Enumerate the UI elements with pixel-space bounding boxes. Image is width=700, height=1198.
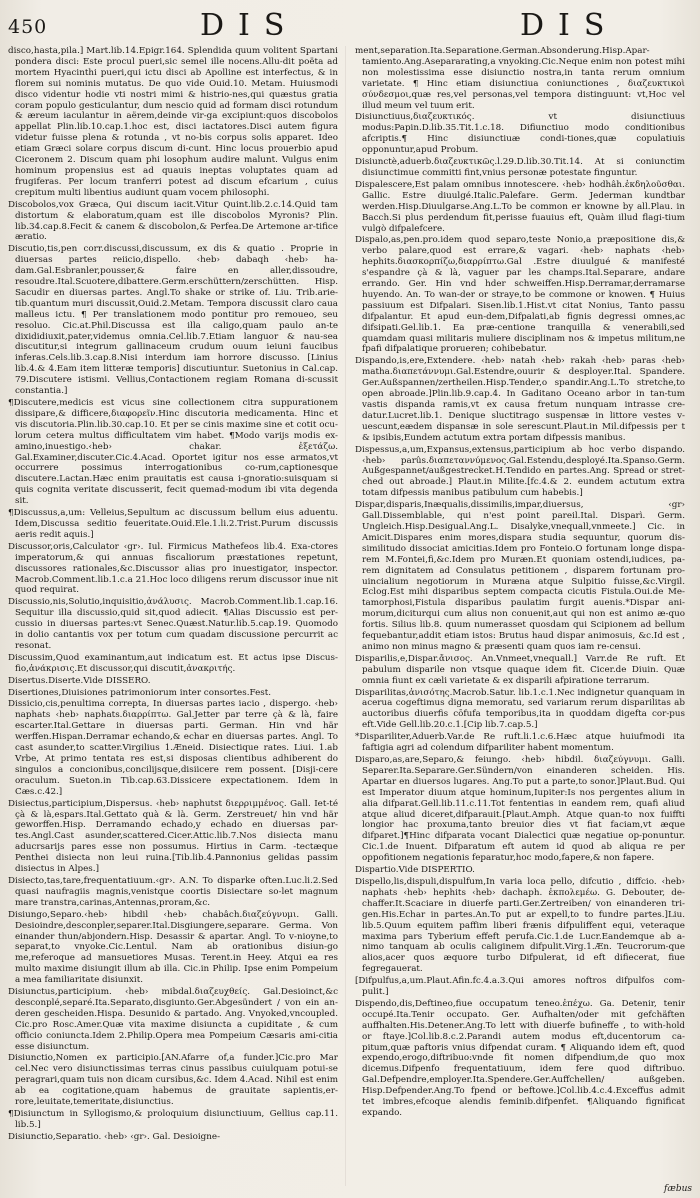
dictionary-entry: [Difpulfus,a,um.Plaut.Afin.fc.4.a.3.Qui amores noftros difpulfos com-pulit.] xyxy=(355,976,685,998)
dictionary-entry: Disiunctè,aduerb.διαζευκτικῶς.l.29.D.lib.30.Tit.14. At si coniunctim disiunctimue committi fint,vnius personæ potestate finguntur. xyxy=(355,157,685,178)
dictionary-entry: Disiectus,participium,Dispersus. ‹heb› naphutst διερριμμένος. Gall. Iet-té çà & là,espars.Ital.Gettato quà & là. Germ. Zerstreuet/ hin vnd här geworffen.Hisp. Derramando echado,y echado en diuersas par-tes.Angl.Cast asunder,scattered.Cicer.Attic.lib.7.Nos disiecta manu aducrsarijs pares esse non possumus. Hirtius in Carm. -tectæque Penthei disiecta non leui ruina.[Tib.lib.4.Pannonius gelidas passim disiectus in Alpes.] xyxy=(8,798,338,875)
dictionary-entry: Discussio,nis,Solutio,inquisitio,ἀνάλυσις. Macrob.Comment.lib.1.cap.16. Sequitur illa discussio,quid sit,quod adiecit. ¶Alias Discussio est per-cussio in diuersas partes:vt Senec.Quæst.Natur.lib.5.cap.19. Quomodo in dolio cantantis vox per totum cum quadam discussione percurrit ac resonat. xyxy=(8,597,338,651)
dictionary-entry: Disertiones,Diuisiones patrimoniorum inter consortes.Fest. xyxy=(8,687,272,698)
dictionary-entry: Dispello,lis,dispuli,dispulfum,In varia loca pello, difcutio , diffcio. ‹heb› naphats ‹heb› hephits ‹heb› dachaph. ἐκπολεμέω. G. Debouter, de-chaffer.It.Scaciare in diuerfe parti.Ger.Zertreiben/ von einanderen tri-gen.His.Echar in partes.An.To put ar expell,to to fundre partes.]Liu. lib.5.Quum equitem paffim liberi frænis difpuliffent equi, veteraque maxima pars Tyberium effeft perufa.Cic.1.de Lucr.Eandemque ab a-nimo tanquam ab oculis caliginem difpulit.Virg.1.Æn. Teucrorum-que alios,acer quos æquore turbo Difpulerat, id eft difiecerat, fiue fegregauerat. xyxy=(355,876,685,975)
dictionary-entry: ment,separation.Ita.Separatione.German.Absonderung.Hisp.Apar-tamiento.Ang.Asepararating,a vnyoking.Cic.Neque enim non potest mihi non molestissima esse disiunctio nostra,in tanta rerum omnium varietate. ¶ Hinc etiam disiunctiua coniunctiones , διαζευκτικοὶ σύνδεσμοι,quæ res,vel personas,vel tempora distinguunt: vt,Hoc vel illud meum vel tuum erit. xyxy=(355,46,685,111)
page-header xyxy=(0,8,700,44)
running-head-left: DIS xyxy=(200,8,299,43)
column-divider xyxy=(345,46,346,1186)
dictionary-entry: Disparilis,e,Dispar.ἄνισος. An.Vnmeet,vnequall.] Varr.de Re ruft. Et pabulum disparile non vtsque quaque idem fit. Cicer.de Diuin. Quæ omnia fiunt ex cæli varietate & ex disparili afpiratione terrarum. xyxy=(355,653,685,686)
dictionary-entry: ¶Disiunctum in Syllogismo,& proloquium disiunctiuum, Gellius cap.11. lib.5.] xyxy=(8,1109,338,1130)
dictionary-entry: Disiecto,tas,tare,frequentatiuum.‹gr›. A.N. To disparke often.Luc.li.2.Sed quasi naufragiis magnis,venistque coortis Disiectare so-let magnum mare transtra,carinas,Antennas,proram,&c. xyxy=(8,875,338,908)
dictionary-entry: Disertus.Diserte.Vide DISSERO. xyxy=(8,675,151,686)
dictionary-entry: Disiunctus,participium. ‹heb› mibdal.διαζευχθείς. Gal.Desioinct,&c desconplé,separé.Ita.Separato,disgiunto.Ger.Abgesündert / von ein an-deren gescheiden.Hispa. Desunido & partado. Ang. Vnyoked,vncoupled. Cic.pro Rosc.Amer.Quæ vita maxime disiuncta a cupiditate , & cum officio coniuncta.Idem 2.Philip.Opera mea Pompeium Cæsaris ami-citia esse disiunctum. xyxy=(8,987,338,1052)
catchword: fæbus xyxy=(664,1184,692,1194)
dictionary-entry: *Dispariliter,Aduerb.Var.de Re ruft.li.1.c.6.Hæc atque huiufmodi ita faftigia agri ad colendum difpariliter habent momentum. xyxy=(355,732,685,754)
dictionary-entry: Disparilitas,ἀνισότης.Macrob.Satur. lib.1.c.1.Nec indignetur quanquam in acerua cogeftimus digna memoratu, sed variarum rerum disparilitas ab auctoribus diuerfis cōfufa temporibus,ita in quoddam digefta cor-pus eft.Vide Gell.lib.20.c.1.[Cip lib.7.cap.5.] xyxy=(355,687,685,731)
dictionary-entry: Disiunctio,Separatio. ‹heb› ‹gr›. Gal. Desioigne- xyxy=(8,1131,221,1142)
dictionary-entry: Disiunctio,Nomen ex participio.[AN.Afarre of,a funder.]Cic.pro Mar cel.Nec vero disiunctissimas terras cinus passibus cuiulquam potui-se peragrari,quam tuis non dicam cursibus,&c. Idem 4.Acad. Nihil est enim ab ea cogitatione,quam habemus de grauitate sapientis,er-rore,leuitate,temeritate,disiunctius. xyxy=(8,1053,338,1108)
dictionary-entry: Dispessus,a,um,Expansus,extensus,participium ab hoc verbo dispando. ‹heb› parûs.διαπεταννύμενος.Gal.Estendu,desployé.Ita.Spanso.Germ. Außgespannet/außgestrecket.H.Tendido en partes.Ang. Spread or stret-ched out abroade.] Plaut.in Milite.[fc.4.& 2. eundem actutum extra totam difpessis manibus patibulum cum habebis.] xyxy=(355,444,685,499)
right-column xyxy=(355,46,685,1191)
dictionary-entry: disco,hasta,pila.] Mart.lib.14.Epigr.164. Splendida quum volitent Spartani pondera disci: Este procul pueri,sic semel ille nocens.Allu-dit poëta ad mortem Hyacinthi pueri,qui ictu disci ab Apolline est interfectus, & in florem sui nominis mutatus. De quo vide Ouid.10. Metam. Huiusmodi disco videntur hodie vti nostri mimi & histrio-nes,qui quæstus gratia coram populo gesticulantur, dum nescio quid ad formam disci rotundum & æreum iaculantur in aërem,deinde vir-ga excipiunt:quos discobolos appellat Plin.lib.10.cap.1.hoc est, disci iactatores.Disci autem figura videtur fuisse plena & rotunda , vt no-bis corpus solis apparet. Ideo etiam Græci solare corpus discum di-cunt. Hinc locus prouerbio apud Ciceronem 2. Discum quam phi losophum audire malunt. Vulgus enim hominum propensius est ad quauis ineptas voluptates quam ad frugiferas. Per locum tranferri potest ad discum efcarium , cuius crepitum multi libentius audiunt quam vocem philosophi. xyxy=(8,46,338,198)
left-column xyxy=(8,46,338,1191)
dictionary-entry: Dispendo,dis,Deftineo,fiue occupatum teneo.ἐπέχω. Ga. Detenir, tenir occupé.Ita.Tenir occupato. Ger. Aufhalten/oder mit gefchäften auffhalten.His.Detener.Ang.To lett with diuerfe bufineffe , to with-hold or ftaye.]Col.lib.8.c.2.Parandi autem modus eft,ducentorum ca-pitum,quæ paftoris vnius difpendat curam. ¶ Aliquando idem eft, quod expendo,erogo,diftribuo:vnde fit nomen difpendium,de quo mox dicemus.Difpenfo frequentatiuum, idem fere quod diftribuo. Gal.Defpendre,employer.Ita.Spendere.Ger.Auffchellen/ außgeben. Hisp.Defpender.Ang.To fpend or beftowe.]Col.lib.4.c.4.Exceffus admit tet imbres,efcoque alendis feminib.difpenfet. ¶Aliquando fignificat expando. xyxy=(355,998,685,1118)
dictionary-entry: Discutio,tis,pen corr.discussi,discussum, ex dis & quatio . Proprie in diuersas partes reiicio,dispello. ‹heb› dabaqh ‹heb› ha-dam.Gal.Esbranler,pousser,& faire en aller,dissoudre, resoudre.Ital.Scuotere,dibattere.Germ.erschüttern/zerschütten. Hisp. Sacudir en diuersas partes. Angl.To shake or strike of. Liu. Trib.arie-tib.quantum muri discussit,Ouid.2.Metam. Tempora discussit claro caua malleus ictu. ¶ Per translationem modo pontitur pro remoueo, seu resoluo. Cic.at.Phil.Discussa est illa caligo,quam paulo an-te dixididiuxit,pater,videmus omnia.Cel.lib.7.Etiam languor & nau-sea discutitur,si integrum gallinaceum crudum ouum ieiuni faucibus inferas.Cels.lib.3.cap.8.Nisi interdum iam horrore discusso. [Linius lib.4.& 4.Eam item litteræ temporis] discutiuntur. Suetonius in Cal.cap. 79.Discutere istismi. Vellius,Contactionem regiam Romana di-scussit constantia.] xyxy=(8,244,338,397)
dictionary-entry: Dissicio,cis,penultima correpta, In diuersas partes iacio , dispergo. ‹heb› naphats ‹heb› naphats.διαρρίπτω. Gal.Jetter par terre çà & là, faire escarter.Ital.Gettare in diuersas parti. German. Hin vnd här werffen.Hispan.Derramar echando,& echar en diuersas partes. Angl. To cast asunder,to scatter.Virgilius 1.Æneid. Disiectique rates. Liui. 1.ab Vrbe, At primo tentata res est,si disposas clientibus adhiberent do singulos a concionibus,concilijsque,disiicere rem possent. [Disji-cere oraculum. Sueton.in Tib.cap.63.Dissicere expectationem. Idem in Cæs.c.42.] xyxy=(8,699,338,797)
dictionary-entry: Discussor,oris,Calculator ‹gr›. Iul. Firmicus Mathefeos lib.4. Exa-ctores imperatorum,& qui annuas fiscaliorum præstationes repetunt, discussores rationales,&c.Discussor alias pro inuestigator, inspector. Macrob.Comment.lib.1.c.a 21.Hoc loco diligens rerum discussor inue nit quod requirat. xyxy=(8,541,338,596)
dictionary-entry: Discobolos,vox Græca, Qui discum iacit.Vitur Quint.lib.2.c.14.Quid tam distortum & elaboratum,quam est ille discobolos Myronis? Plin. lib.34.cap.8.Fecit & canem & discobolon,& Perfea.De Artemone ar-tifice æratio. xyxy=(8,199,338,243)
dictionary-entry: Dispando,is,ere,Extendere. ‹heb› natah ‹heb› rakah ‹heb› paras ‹heb› matha.διαπετάννυμι.Gal.Estendre,ouurir & desployer.Ital. Spandere. Ger.Außspannen/zertheilen.Hisp.Tender,o spandir.Ang.L.To stretche,to open abroade.]Plin.lib.9.cap.4. In Gaditano Oceano arbor in tan-tum vastis dispanda ramis,vt ex causa fretum nunquam intrasse cre-datur.Lucret.lib.1. Denique sluctitrago suspensæ in littore vestes v-uescunt,eædem dispansæ in sole serescunt.Plaut.in Mil.difpessis per t & ipsibis,Eundem actutum extra portam difpessis manibus. xyxy=(355,356,685,443)
dictionary-entry: Dispar,disparis,Inæqualis,dissimilis,impar,diuersus, ‹gr› Gall.Dissemblable, qui n'est point pareil.Ital. Disparì. Germ. Ungleich.Hisp.Desigual.Ang.L. Disalyke,vnequall,vnmeete.] Cic. in Amicit.Dispares enim mores,dispara studia sequuntur, quorum dis-similitudo dissociat amicitias.Idem pro Fonteio.O fortunam longe dispa-rem M.Fontei,fi,&c.Idem pro Muræn.Et quoniam ostendi,iudices, pa-rem dignitatem ad Consulatus petitionem , disparem fortunam pro-uincialium negotiorum in Muræna atque Sulpitio fuisse,&c.Virgil. Eclog.Est mihi disparibus septem compacta cicutis Fistula.Oui.de Me-tamorphosi,Fistula disparibus paulatim furgit auenis.*Dispar ani-morum,diciturqui cum alius non conuenit,aut qui non est animo æ-quo fortis. Silius lib.8. quum numerasset quosdam qui Scipionem ad bellum fequebantur,addit etiam istos: Brutus haud dispar animosuis, &c.Id est , animo non minus magno & præsenti quam quos iam re-censui. xyxy=(355,500,685,652)
running-head-right: DIS xyxy=(520,8,619,43)
dictionary-entry: Dispalo,as,pen.pro.idem quod separo,teste Nonio,a præpositione dis,& verbo palare,quod est errare,& vagari. ‹heb› naphats ‹heb› hephits.διασκορπίζω,διαρρίπτω.Gal .Estre diuulgué & manifesté s'espandre çà & là, vaguer par les champs.Ital.Separare, andare errando. Ger. Hin vnd hder schweiffen.Hisp.Derramar,derramarse huyendo. An. To wan-der or straye,to be commone or knowen. ¶ Huius passiuum est Difpalari. Sisen.lib.1.Hist.vt citat Nonius, Tanto passu difpalantur. Et apud eun-dem,Difpalati,ab fignis degressi omnes,ac difsipati.Gel.lib.1. Ea præ-centione tranquilla & venerabili,sed quamdam quasi militaris muliere disciplinam nos & impetus militum,ne fpafi difpalatique prorueren; cohibebatur. xyxy=(355,235,685,355)
dictionary-entry: ¶Discussus,a,um: Velleius,Sepultum ac discussum bellum eius aduentu. Idem,Discussa seditio feueritate.Ouid.Ele.1.li.2.Trist.Purum discussis aeris redit aquis.] xyxy=(8,508,338,540)
page-number: 450 xyxy=(8,16,48,38)
dictionary-entry: Discussim,Quod examinantum,aut indicatum est. Et actus ipse Discus-fio,ἀνάκρισις.Et discussor,qui discutit,ἀνακριτής. xyxy=(8,652,338,674)
dictionary-entry: Dispalescere,Est palam omnibus innotescere. ‹heb› hodhâh.ἐκδηλοῦσθαι. Gallic. Estre diuulgé.Italic.Palefare. Germ. Jederman kundtbar werden.Hisp.Diuulgarse.Ang.L.To be common er knowne by all.Plau. in Bacch.Si plus perdendum fit,perisse fuauius eft, Quàm illud flagi-tium vulgò difpalefcere. xyxy=(355,179,685,234)
dictionary-entry: ¶Discutere,medicis est vicus sine collectionem citra suppurationem dissipare,& difficere,διαφορεῖν.Hinc discutoria medicamenta. Hinc et vis discutoria.Plin.lib.30.cap.10. Et per se cinis maxime sine et cotit ocu-lorum cetera multus difficultatem vim habet. ¶Modo varijs modis ex-amino,inuestigo.‹heb› chakar. ἐξετάζω. Gal.Examiner,discuter.Cic.4.Acad. Oportet igitur nos esse armatos,vt occurrere possimus interrogationibus co-rum,captionesque discutere.Lactan.Hæc enim prauitatis est causa i-gnoratio:suisquam si quis cognita veritate discusserit, fecit quemad-modum ibi vita degenda sit. xyxy=(8,398,338,507)
dictionary-entry: Dispartio.Vide DISPERTIO. xyxy=(355,865,475,876)
dictionary-entry: Disparo,as,are,Separo,& feiungo. ‹heb› hibdil. διαζεύγνυμι. Galli. Separer.Ita.Separare.Ger.Sündern/von einanderen scheiden. His. Apartar en diuersos lugares. Ang.To put a parte,to sonor.]Plaut.Bud. Qui est Imperator diuum atque hominum,Iupiter:Is nos pergentes alium in alia difparat.Gell.lib.11.c.11.Tot fententias in eandem rem, quafi aliud atque aliud diceret,difparauit.[Plaut.Amph. Atque quan-to nox fuiffti longior hac proxuma,tanto breuior dies vt fiat faciam,vt æque difparet.]¶Hinc difparata vocant Dialectici quæ negatiue op-ponuntur. Cic.1.de Inuent. Difparatum eft autem id quod ab aliqua re per oppofitionem negationis feparatur,hoc modo,fapere,& non fapere. xyxy=(355,755,685,864)
dictionary-entry: Disiunctiuus,διαζευκτικός. vt disiunctiuus modus:Papin.D.lib.35.Tit.1.c.18. Difiunctiuo modo conditionibus afcriptis.¶ Hinc disiunctiuæ condi-tiones,quæ copulatiuis opponuntur,apud Probum. xyxy=(355,112,685,156)
dictionary-entry: Disiungo,Separo.‹heb› hibdil ‹heb› chabâch.διαζεύγνυμι. Galli. Desioindre,desconpler,separer.Ital.Disgiungere,separare. Germa. Von einander thun/abjondern.Hisp. Desassir & apartar. Angl. To v-nioyne,to separat,to vnyoke.Cic.Lentul. Nam ab orationibus disiun-go me,referoque ad mansuetiores Musas. Terent.in Heey. Atqui ea res multo maxime disiungit illum ab illa. Cic.in Philip. Ipse enim Pompeium a mea familiaritate disiunxit. xyxy=(8,909,338,986)
